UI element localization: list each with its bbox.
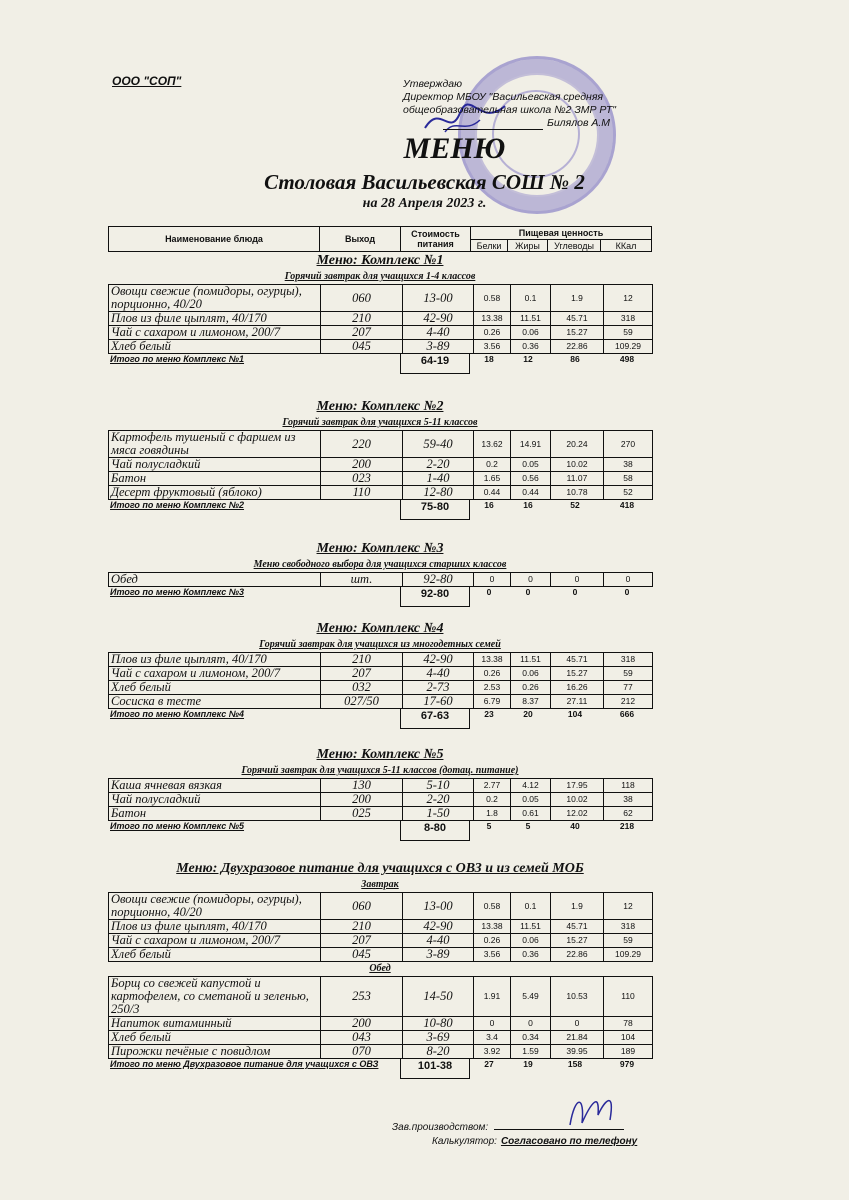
dish-proteins: 0.58 (474, 285, 511, 312)
approval-signer: Билялов А.М (547, 117, 611, 129)
section-subtitle: Меню свободного выбора для учащихся старших классов (253, 559, 507, 570)
dish-name: Чай с сахаром и лимоном, 200/7 (109, 667, 321, 681)
dish-cost: 3-69 (403, 1031, 474, 1045)
dish-kcal: 62 (604, 807, 653, 821)
dish-kcal: 38 (604, 793, 653, 807)
table-row (109, 472, 653, 486)
dish-carbs: 45.71 (551, 312, 604, 326)
total-row (108, 587, 652, 609)
dish-name: Плов из филе цыплят, 40/170 (109, 920, 321, 934)
section-subtitle: Горячий завтрак для учащихся 1-4 классов (284, 271, 476, 282)
dish-fats: 0.44 (511, 486, 551, 500)
dish-fats: 0.1 (511, 285, 551, 312)
dish-proteins: 3.4 (474, 1031, 511, 1045)
total-proteins: 27 (484, 1059, 494, 1069)
table-row (109, 807, 653, 821)
ovz-section (108, 860, 652, 1081)
dish-carbs: 45.71 (551, 920, 604, 934)
dish-kcal: 59 (604, 667, 653, 681)
dish-yield: 027/50 (321, 695, 403, 709)
table-row (109, 695, 653, 709)
total-label: Итого по меню Комплекс №2 (110, 500, 245, 510)
total-fats: 16 (523, 500, 533, 510)
dish-yield: шт. (321, 573, 403, 587)
dish-carbs: 39.95 (551, 1045, 604, 1059)
dish-yield: 200 (321, 793, 403, 807)
header-nutrition: Пищевая ценность (470, 226, 652, 240)
manager-signature (560, 1085, 620, 1135)
total-label: Итого по меню Двухразовое питание для учащихся с ОВЗ (110, 1059, 379, 1069)
table-row (109, 893, 653, 920)
section-title: Меню: Комплекс №5 (316, 747, 444, 762)
items-table (108, 778, 653, 821)
dish-fats: 0.36 (511, 340, 551, 354)
total-fats: 12 (523, 354, 533, 364)
total-cost: 67-63 (400, 709, 470, 729)
menu-section (108, 540, 652, 609)
dish-name: Хлеб белый (109, 340, 321, 354)
dish-proteins: 0.58 (474, 893, 511, 920)
breakfast-label: Завтрак (361, 879, 399, 890)
dish-proteins: 1.91 (474, 977, 511, 1017)
dish-cost: 92-80 (403, 573, 474, 587)
dish-fats: 5.49 (511, 977, 551, 1017)
dish-fats: 0.06 (511, 934, 551, 948)
section-title: Меню: Комплекс №2 (316, 399, 444, 414)
dish-carbs: 20.24 (551, 431, 604, 458)
total-carbs: 40 (570, 821, 580, 831)
dish-proteins: 2.77 (474, 779, 511, 793)
section-title: Меню: Комплекс №3 (316, 541, 444, 556)
dish-proteins: 1.8 (474, 807, 511, 821)
dish-name: Батон (109, 472, 321, 486)
dish-cost: 5-10 (403, 779, 474, 793)
approval-block (403, 78, 616, 130)
dish-cost: 4-40 (403, 326, 474, 340)
dish-kcal: 104 (604, 1031, 653, 1045)
total-carbs: 0 (572, 587, 578, 597)
menu-section (108, 252, 652, 376)
menu-section (108, 398, 652, 522)
menu-subtitle: Столовая Васильевская СОШ № 2 (264, 170, 585, 194)
dish-proteins: 0.26 (474, 326, 511, 340)
dish-cost: 13-00 (403, 285, 474, 312)
total-fats: 0 (525, 587, 531, 597)
dish-fats: 0.06 (511, 326, 551, 340)
lunch-label: Обед (369, 963, 391, 974)
table-row (109, 653, 653, 667)
dish-name: Пирожки печёные с повидлом (109, 1045, 321, 1059)
dish-cost: 42-90 (403, 312, 474, 326)
dish-proteins: 0.26 (474, 934, 511, 948)
table-row (109, 948, 653, 962)
total-kcal: 666 (619, 709, 635, 719)
dish-carbs: 11.07 (551, 472, 604, 486)
dish-name: Чай с сахаром и лимоном, 200/7 (109, 326, 321, 340)
dish-carbs: 1.9 (551, 893, 604, 920)
total-kcal: 979 (619, 1059, 635, 1069)
header-cost: Стоимость питания (400, 226, 471, 252)
table-row (109, 1031, 653, 1045)
table-row (109, 1017, 653, 1031)
header-carbs: Углеводы (547, 239, 601, 252)
dish-fats: 4.12 (511, 779, 551, 793)
dish-cost: 1-50 (403, 807, 474, 821)
dish-proteins: 1.65 (474, 472, 511, 486)
dish-name: Овощи свежие (помидоры, огурцы), порционно, 40/20 (109, 285, 321, 312)
approval-line-2: Директор МБОУ "Васильевская средняя (403, 91, 604, 103)
table-row (109, 667, 653, 681)
total-cost: 92-80 (400, 587, 470, 607)
menu-title: МЕНЮ (403, 132, 506, 165)
dish-fats: 0.1 (511, 893, 551, 920)
dish-cost: 17-60 (403, 695, 474, 709)
table-row (109, 934, 653, 948)
dish-fats: 0.56 (511, 472, 551, 486)
dish-yield: 045 (321, 948, 403, 962)
dish-fats: 8.37 (511, 695, 551, 709)
items-table (108, 284, 653, 354)
dish-kcal: 12 (604, 893, 653, 920)
table-row (109, 779, 653, 793)
items-table (108, 652, 653, 709)
dish-proteins: 0.2 (474, 458, 511, 472)
dish-yield: 210 (321, 653, 403, 667)
dish-name: Сосиска в тесте (109, 695, 321, 709)
table-row (109, 793, 653, 807)
dish-yield: 060 (321, 285, 403, 312)
dish-cost: 14-50 (403, 977, 474, 1017)
table-row (109, 312, 653, 326)
dish-proteins: 3.56 (474, 340, 511, 354)
table-row (109, 458, 653, 472)
calculator-label: Калькулятор: (432, 1136, 497, 1147)
dish-yield: 200 (321, 1017, 403, 1031)
dish-proteins: 0 (474, 573, 511, 587)
dish-fats: 11.51 (511, 653, 551, 667)
items-table (108, 892, 653, 962)
dish-fats: 11.51 (511, 920, 551, 934)
dish-carbs: 15.27 (551, 667, 604, 681)
dish-name: Батон (109, 807, 321, 821)
dish-kcal: 38 (604, 458, 653, 472)
dish-fats: 0.34 (511, 1031, 551, 1045)
header-name: Наименование блюда (108, 226, 320, 252)
total-carbs: 104 (567, 709, 583, 719)
header-yield: Выход (319, 226, 401, 252)
dish-name: Обед (109, 573, 321, 587)
dish-kcal: 109.29 (604, 948, 653, 962)
dish-cost: 12-80 (403, 486, 474, 500)
dish-carbs: 0 (551, 1017, 604, 1031)
dish-fats: 0 (511, 573, 551, 587)
dish-kcal: 58 (604, 472, 653, 486)
section-title: Меню: Комплекс №4 (316, 621, 444, 636)
dish-yield: 207 (321, 934, 403, 948)
dish-cost: 42-90 (403, 920, 474, 934)
organization-name: ООО "СОП" (112, 74, 182, 88)
dish-cost: 4-40 (403, 667, 474, 681)
dish-carbs: 21.84 (551, 1031, 604, 1045)
dish-kcal: 318 (604, 312, 653, 326)
table-row (109, 573, 653, 587)
dish-fats: 0.61 (511, 807, 551, 821)
section-subtitle: Горячий завтрак для учащихся 5-11 классов (282, 417, 478, 428)
total-proteins: 0 (486, 587, 492, 597)
header-proteins: Белки (470, 239, 508, 252)
dish-cost: 3-89 (403, 948, 474, 962)
total-row (108, 354, 652, 376)
total-fats: 19 (523, 1059, 533, 1069)
dish-kcal: 12 (604, 285, 653, 312)
dish-cost: 13-00 (403, 893, 474, 920)
dish-name: Хлеб белый (109, 948, 321, 962)
dish-cost: 1-40 (403, 472, 474, 486)
dish-proteins: 13.62 (474, 431, 511, 458)
dish-yield: 207 (321, 326, 403, 340)
agreed-note: Согласовано по телефону (500, 1136, 638, 1147)
dish-kcal: 270 (604, 431, 653, 458)
dish-proteins: 13.38 (474, 653, 511, 667)
dish-cost: 2-20 (403, 793, 474, 807)
section-title: Меню: Двухразовое питание для учащихся с ОВЗ и из семей МОБ (176, 861, 584, 876)
dish-cost: 8-20 (403, 1045, 474, 1059)
dish-yield: 025 (321, 807, 403, 821)
dish-proteins: 6.79 (474, 695, 511, 709)
table-row (109, 431, 653, 458)
total-proteins: 16 (484, 500, 494, 510)
dish-carbs: 10.02 (551, 793, 604, 807)
total-proteins: 18 (484, 354, 494, 364)
menu-section (108, 620, 652, 731)
dish-cost: 59-40 (403, 431, 474, 458)
approval-line-3: общеобразовательная школа №2 ЗМР РТ" (403, 104, 616, 116)
dish-kcal: 59 (604, 934, 653, 948)
table-row (109, 1045, 653, 1059)
dish-carbs: 0 (551, 573, 604, 587)
dish-yield: 200 (321, 458, 403, 472)
dish-kcal: 118 (604, 779, 653, 793)
dish-kcal: 318 (604, 920, 653, 934)
table-row (109, 681, 653, 695)
dish-cost: 42-90 (403, 653, 474, 667)
section-title: Меню: Комплекс №1 (316, 253, 444, 268)
header-kcal: ККал (600, 239, 652, 252)
dish-carbs: 12.02 (551, 807, 604, 821)
header-fats: Жиры (507, 239, 548, 252)
dish-kcal: 189 (604, 1045, 653, 1059)
dish-proteins: 0.44 (474, 486, 511, 500)
items-table (108, 976, 653, 1059)
items-table (108, 572, 653, 587)
table-header (108, 226, 652, 252)
dish-proteins: 0.2 (474, 793, 511, 807)
total-kcal: 498 (619, 354, 635, 364)
dish-yield: 023 (321, 472, 403, 486)
dish-yield: 110 (321, 486, 403, 500)
dish-fats: 1.59 (511, 1045, 551, 1059)
dish-name: Десерт фруктовый (яблоко) (109, 486, 321, 500)
dish-fats: 11.51 (511, 312, 551, 326)
dish-kcal: 212 (604, 695, 653, 709)
dish-carbs: 1.9 (551, 285, 604, 312)
table-row (109, 486, 653, 500)
dish-kcal: 110 (604, 977, 653, 1017)
dish-cost: 2-73 (403, 681, 474, 695)
total-cost: 8-80 (400, 821, 470, 841)
total-label: Итого по меню Комплекс №4 (110, 709, 245, 719)
dish-carbs: 10.02 (551, 458, 604, 472)
dish-kcal: 77 (604, 681, 653, 695)
dish-yield: 032 (321, 681, 403, 695)
dish-name: Чай с сахаром и лимоном, 200/7 (109, 934, 321, 948)
dish-fats: 0.05 (511, 793, 551, 807)
dish-carbs: 15.27 (551, 326, 604, 340)
total-cost: 75-80 (400, 500, 470, 520)
total-row (108, 1059, 652, 1081)
dish-kcal: 318 (604, 653, 653, 667)
dish-yield: 210 (321, 312, 403, 326)
total-kcal: 418 (619, 500, 635, 510)
dish-proteins: 13.38 (474, 920, 511, 934)
dish-carbs: 17.95 (551, 779, 604, 793)
dish-cost: 3-89 (403, 340, 474, 354)
total-proteins: 23 (484, 709, 494, 719)
dish-proteins: 3.92 (474, 1045, 511, 1059)
table-row (109, 340, 653, 354)
dish-name: Плов из филе цыплят, 40/170 (109, 653, 321, 667)
dish-name: Овощи свежие (помидоры, огурцы), порционно, 40/20 (109, 893, 321, 920)
dish-name: Чай полусладкий (109, 793, 321, 807)
dish-proteins: 0 (474, 1017, 511, 1031)
dish-carbs: 22.86 (551, 948, 604, 962)
dish-proteins: 3.56 (474, 948, 511, 962)
table-row (109, 285, 653, 312)
dish-proteins: 0.26 (474, 667, 511, 681)
dish-cost: 4-40 (403, 934, 474, 948)
dish-yield: 043 (321, 1031, 403, 1045)
total-kcal: 218 (619, 821, 635, 831)
calculator-line (432, 1136, 637, 1147)
total-carbs: 52 (570, 500, 580, 510)
dish-name: Хлеб белый (109, 681, 321, 695)
table-row (109, 920, 653, 934)
items-table (108, 430, 653, 500)
dish-fats: 0 (511, 1017, 551, 1031)
dish-name: Плов из филе цыплят, 40/170 (109, 312, 321, 326)
dish-yield: 130 (321, 779, 403, 793)
dish-carbs: 15.27 (551, 934, 604, 948)
approval-line-1: Утверждаю (403, 78, 463, 90)
signature-line (443, 129, 543, 130)
dish-yield: 045 (321, 340, 403, 354)
dish-yield: 070 (321, 1045, 403, 1059)
total-cost: 64-19 (400, 354, 470, 374)
dish-yield: 060 (321, 893, 403, 920)
total-row (108, 821, 652, 843)
dish-name: Борщ со свежей капустой и картофелем, со сметаной и зеленью, 250/3 (109, 977, 321, 1017)
total-proteins: 5 (486, 821, 492, 831)
section-subtitle: Горячий завтрак для учащихся из многодетных семей (259, 639, 501, 650)
total-carbs: 86 (570, 354, 580, 364)
dish-proteins: 13.38 (474, 312, 511, 326)
dish-kcal: 0 (604, 573, 653, 587)
total-fats: 5 (525, 821, 531, 831)
section-subtitle: Горячий завтрак для учащихся 5-11 классов (дотац. питание) (241, 765, 519, 776)
dish-yield: 253 (321, 977, 403, 1017)
total-row (108, 709, 652, 731)
dish-fats: 0.26 (511, 681, 551, 695)
dish-name: Напиток витаминный (109, 1017, 321, 1031)
total-cost: 101-38 (400, 1059, 470, 1079)
dish-kcal: 109.29 (604, 340, 653, 354)
total-fats: 20 (523, 709, 533, 719)
dish-name: Картофель тушеный с фаршем из мяса говядины (109, 431, 321, 458)
table-row (109, 326, 653, 340)
dish-name: Каша ячневая вязкая (109, 779, 321, 793)
table-row (109, 977, 653, 1017)
dish-fats: 14.91 (511, 431, 551, 458)
dish-cost: 10-80 (403, 1017, 474, 1031)
dish-fats: 0.36 (511, 948, 551, 962)
dish-carbs: 16.26 (551, 681, 604, 695)
dish-cost: 2-20 (403, 458, 474, 472)
total-carbs: 158 (567, 1059, 583, 1069)
dish-carbs: 45.71 (551, 653, 604, 667)
dish-carbs: 27.11 (551, 695, 604, 709)
total-label: Итого по меню Комплекс №5 (110, 821, 245, 831)
dish-kcal: 78 (604, 1017, 653, 1031)
total-label: Итого по меню Комплекс №1 (110, 354, 245, 364)
menu-section (108, 746, 652, 843)
dish-carbs: 10.78 (551, 486, 604, 500)
dish-carbs: 10.53 (551, 977, 604, 1017)
dish-yield: 207 (321, 667, 403, 681)
dish-yield: 210 (321, 920, 403, 934)
dish-kcal: 52 (604, 486, 653, 500)
menu-date: на 28 Апреля 2023 г. (362, 196, 487, 211)
total-kcal: 0 (624, 587, 630, 597)
total-row (108, 500, 652, 522)
production-label: Зав.производством: (392, 1122, 489, 1133)
dish-carbs: 22.86 (551, 340, 604, 354)
dish-yield: 220 (321, 431, 403, 458)
dish-fats: 0.06 (511, 667, 551, 681)
dish-name: Хлеб белый (109, 1031, 321, 1045)
dish-kcal: 59 (604, 326, 653, 340)
dish-fats: 0.05 (511, 458, 551, 472)
dish-name: Чай полусладкий (109, 458, 321, 472)
total-label: Итого по меню Комплекс №3 (110, 587, 245, 597)
dish-proteins: 2.53 (474, 681, 511, 695)
